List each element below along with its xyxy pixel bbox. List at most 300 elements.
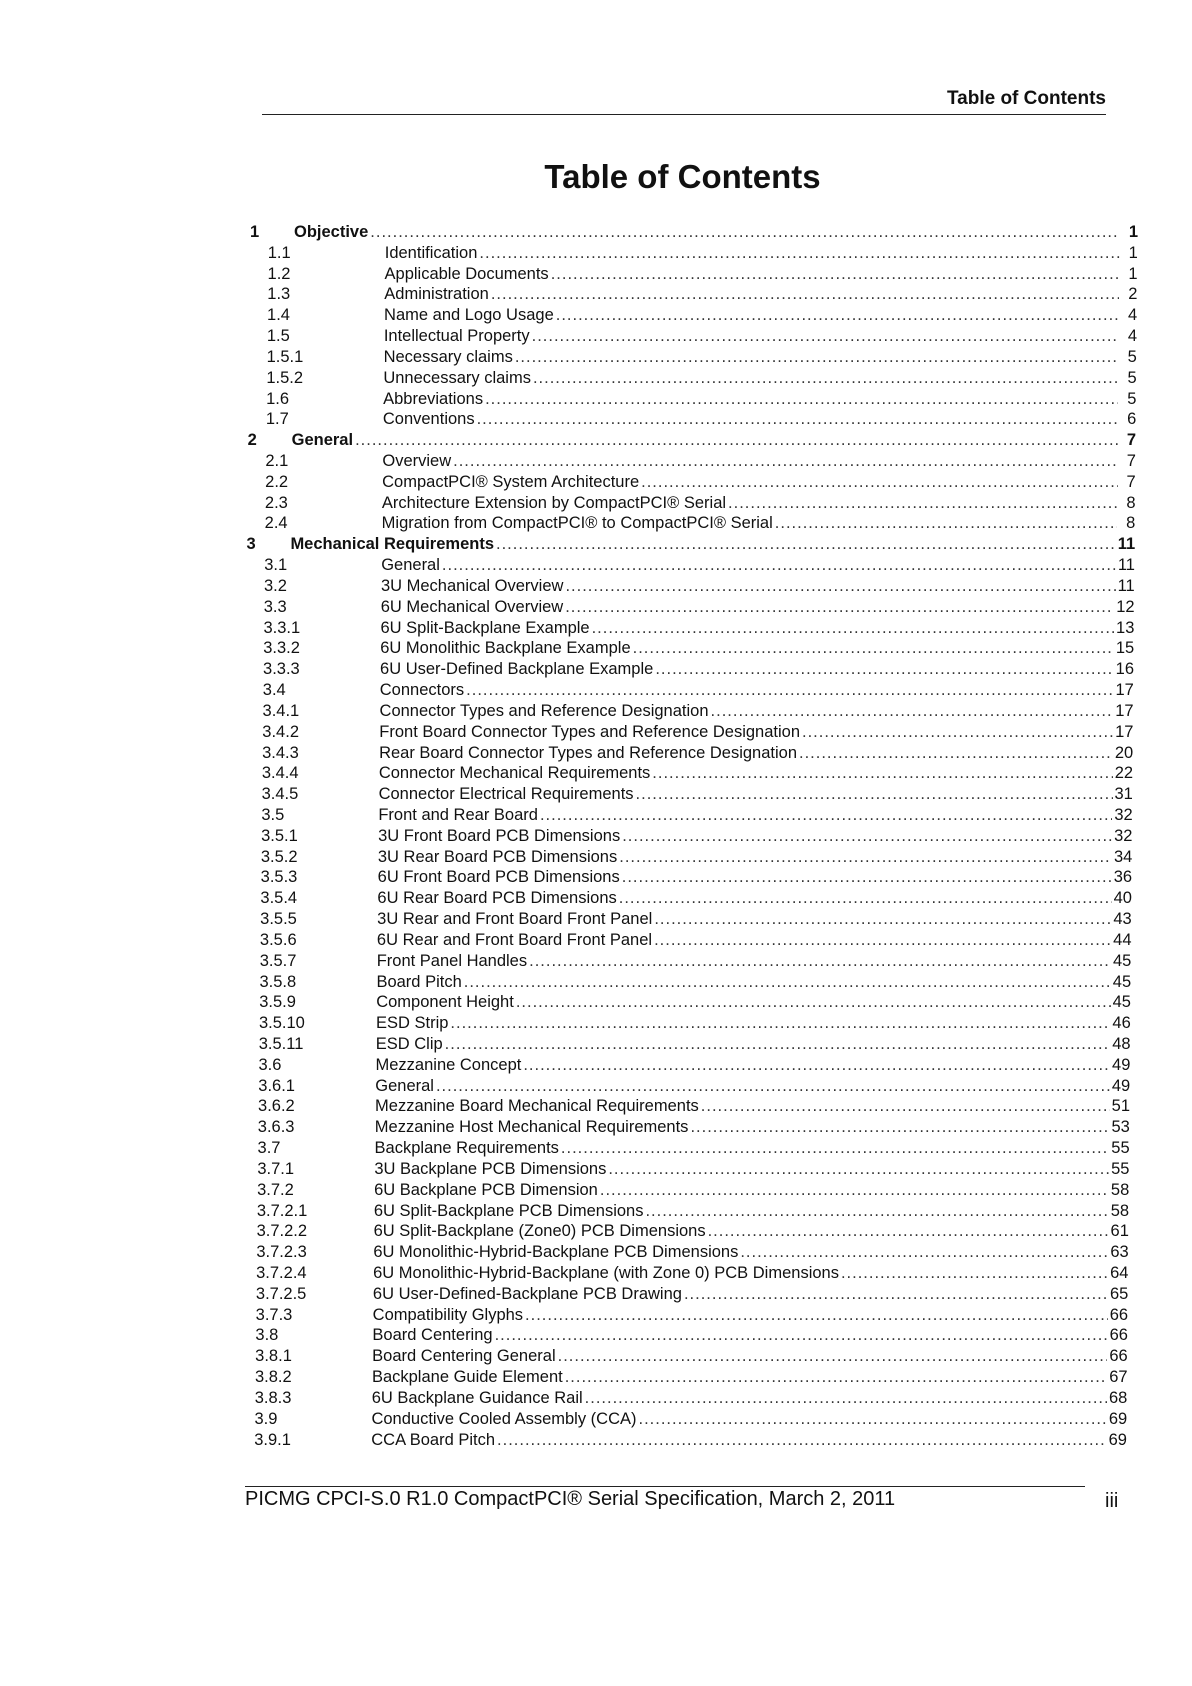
toc-entry[interactable] bbox=[250, 284, 1138, 305]
toc-entry-page: 65 bbox=[1109, 1284, 1129, 1303]
toc-entry[interactable] bbox=[250, 826, 1138, 847]
toc-dot-leader bbox=[619, 888, 1112, 909]
toc-dot-leader bbox=[497, 1430, 1107, 1451]
toc-entry-number: 3.7.2.1 bbox=[256, 1201, 308, 1220]
running-header: Table of Contents bbox=[946, 88, 1106, 109]
toc-entry-title: Architecture Extension by CompactPCI® Serial bbox=[381, 493, 727, 512]
toc-entry-page: 34 bbox=[1113, 847, 1133, 866]
toc-entry-page: 45 bbox=[1112, 993, 1131, 1012]
toc-entry[interactable] bbox=[250, 1180, 1138, 1201]
toc-entry-number: 1.3 bbox=[267, 285, 291, 304]
toc-entry[interactable] bbox=[250, 1096, 1138, 1117]
toc-entry-title: Backplane Requirements bbox=[374, 1139, 559, 1158]
toc-entry-page: 16 bbox=[1115, 660, 1134, 679]
toc-entry-page: 53 bbox=[1111, 1118, 1130, 1137]
toc-entry-page: 32 bbox=[1114, 826, 1133, 845]
toc-entry-title: Administration bbox=[384, 285, 489, 304]
toc-entry-title: General bbox=[375, 1076, 434, 1095]
toc-entry-title: Mezzanine Host Mechanical Requirements bbox=[374, 1118, 689, 1137]
toc-entry-title: Connector Mechanical Requirements bbox=[378, 764, 651, 783]
toc-entry[interactable] bbox=[250, 638, 1138, 659]
toc-entry-number: 3.8.2 bbox=[254, 1368, 292, 1387]
toc-entry-page: 11 bbox=[1117, 535, 1136, 554]
toc-entry-page: 36 bbox=[1113, 868, 1133, 887]
toc-entry[interactable] bbox=[250, 1305, 1138, 1326]
toc-entry-number: 2.4 bbox=[264, 514, 288, 533]
toc-entry-number: 3.7.2.4 bbox=[256, 1264, 307, 1282]
toc-entry[interactable] bbox=[250, 784, 1138, 805]
toc-entry-page: 5 bbox=[1127, 368, 1137, 387]
toc-entry-page: 46 bbox=[1112, 1014, 1131, 1033]
toc-dot-leader bbox=[466, 680, 1113, 701]
toc-entry[interactable] bbox=[250, 409, 1138, 430]
toc-dot-leader bbox=[622, 867, 1112, 888]
toc-entry[interactable] bbox=[250, 326, 1138, 347]
toc-entry-number: 3.6.3 bbox=[257, 1118, 295, 1137]
toc-entry-page: 66 bbox=[1109, 1326, 1128, 1345]
toc-entry-number: 3.5.4 bbox=[260, 889, 298, 908]
toc-entry[interactable] bbox=[250, 472, 1138, 493]
toc-entry-number: 3.8.3 bbox=[254, 1388, 292, 1407]
toc-entry[interactable] bbox=[250, 867, 1138, 888]
toc-entry-number: 3.5.11 bbox=[258, 1034, 304, 1053]
toc-entry[interactable] bbox=[250, 992, 1138, 1013]
toc-dot-leader bbox=[585, 1388, 1107, 1409]
toc-entry-number: 3.7.2.3 bbox=[256, 1243, 307, 1262]
toc-entry[interactable] bbox=[250, 1325, 1138, 1346]
footer-text: PICMG CPCI-S.0 R1.0 CompactPCI® Serial Specification, March 2, 2011 bbox=[245, 1488, 896, 1510]
toc-dot-leader bbox=[529, 951, 1111, 972]
toc-entry-title: General bbox=[291, 431, 354, 450]
toc-entry-number: 3.2 bbox=[263, 576, 287, 595]
toc-entry-title: Overview bbox=[382, 452, 452, 471]
toc-entry[interactable] bbox=[250, 722, 1138, 743]
toc-entry[interactable] bbox=[250, 305, 1138, 326]
toc-entry-title: Front Panel Handles bbox=[376, 951, 528, 970]
toc-dot-leader bbox=[450, 1013, 1110, 1034]
toc-entry-title: Compatibility Glyphs bbox=[372, 1305, 524, 1324]
toc-entry-page: 43 bbox=[1113, 910, 1132, 929]
toc-entry-page: 44 bbox=[1113, 930, 1132, 949]
toc-entry[interactable] bbox=[250, 1367, 1138, 1388]
toc-entry-page: 17 bbox=[1115, 701, 1134, 720]
toc-entry-number: 2.2 bbox=[265, 472, 289, 491]
toc-entry-page: 32 bbox=[1114, 805, 1133, 824]
toc-entry-number: 3.5.6 bbox=[259, 930, 297, 949]
toc-entry-page: 5 bbox=[1127, 389, 1137, 408]
toc-entry-number: 3.5.3 bbox=[260, 868, 298, 887]
toc-entry-title: Connector Types and Reference Designation bbox=[379, 701, 709, 720]
toc-dot-leader bbox=[558, 1346, 1108, 1367]
toc-dot-leader bbox=[565, 597, 1114, 618]
toc-entry-page: 68 bbox=[1109, 1388, 1128, 1407]
toc-entry-number: 3.9.1 bbox=[254, 1430, 291, 1449]
toc-entry-title: 3U Backplane PCB Dimensions bbox=[374, 1159, 607, 1178]
toc-entry-number: 3.5.1 bbox=[261, 826, 298, 845]
toc-entry-title: Connector Electrical Requirements bbox=[378, 785, 634, 804]
toc-entry-number: 3.5.7 bbox=[259, 951, 297, 970]
toc-entry-page: 6 bbox=[1127, 410, 1137, 429]
toc-entry-title: Name and Logo Usage bbox=[384, 306, 554, 325]
toc-entry-page: 49 bbox=[1111, 1076, 1131, 1095]
toc-dot-leader bbox=[841, 1263, 1108, 1284]
toc-entry-number: 3.4.3 bbox=[262, 743, 299, 762]
toc-entry-title: 6U Split-Backplane Example bbox=[380, 618, 590, 637]
toc-dot-leader bbox=[540, 805, 1112, 826]
toc-entry-title: Front Board Connector Types and Reference Designation bbox=[379, 722, 800, 741]
toc-entry-page: 20 bbox=[1114, 743, 1134, 762]
toc-entry-page: 4 bbox=[1127, 327, 1138, 346]
toc-entry-page: 58 bbox=[1110, 1180, 1130, 1199]
toc-entry-number: 1.5.1 bbox=[266, 347, 304, 366]
toc-entry-title: Intellectual Property bbox=[383, 327, 530, 346]
toc-entry[interactable] bbox=[250, 368, 1138, 389]
toc-entry-page: 67 bbox=[1109, 1368, 1128, 1387]
toc-entry-number: 3.5.2 bbox=[260, 847, 298, 866]
toc-entry-page: 49 bbox=[1112, 1055, 1131, 1074]
toc-entry-number: 3.5.5 bbox=[260, 910, 297, 929]
toc-entry-title: Front and Rear Board bbox=[378, 805, 538, 824]
toc-entry-title: Mezzanine Concept bbox=[375, 1055, 522, 1074]
toc-dot-leader bbox=[728, 493, 1117, 514]
toc-entry[interactable] bbox=[250, 1409, 1138, 1430]
toc-entry-number: 3.6 bbox=[258, 1055, 282, 1074]
toc-entry-number: 1.7 bbox=[265, 410, 289, 429]
toc-entry-page: 22 bbox=[1114, 764, 1134, 783]
toc-entry-page: 1 bbox=[1128, 243, 1138, 262]
toc-entry[interactable] bbox=[250, 513, 1138, 534]
toc-entry-title: ESD Clip bbox=[375, 1034, 443, 1053]
toc-entry-number: 3.1 bbox=[264, 556, 288, 575]
toc-dot-leader bbox=[690, 1117, 1109, 1138]
toc-entry-title: Applicable Documents bbox=[384, 264, 549, 283]
toc-entry-page: 17 bbox=[1115, 722, 1134, 741]
toc-dot-leader bbox=[799, 743, 1113, 764]
toc-entry-title: 6U User-Defined-Backplane PCB Drawing bbox=[372, 1284, 682, 1303]
toc-dot-leader bbox=[516, 992, 1111, 1013]
toc-entry-number: 3.6.1 bbox=[258, 1076, 295, 1095]
toc-entry[interactable] bbox=[250, 347, 1138, 368]
toc-entry-number: 1 bbox=[250, 223, 260, 241]
toc-entry-page: 63 bbox=[1110, 1243, 1129, 1262]
toc-dot-leader bbox=[532, 326, 1119, 347]
toc-entry-title: 6U Split-Backplane (Zone0) PCB Dimensions bbox=[373, 1222, 706, 1241]
toc-entry[interactable] bbox=[250, 1346, 1138, 1367]
toc-entry[interactable] bbox=[250, 701, 1138, 722]
toc-dot-leader bbox=[525, 1305, 1108, 1326]
toc-entry-page: 55 bbox=[1111, 1139, 1130, 1158]
toc-entry-number: 3.4.2 bbox=[262, 722, 299, 741]
toc-entry-title: 6U Split-Backplane PCB Dimensions bbox=[373, 1201, 644, 1220]
toc-entry-title: ESD Strip bbox=[375, 1014, 449, 1033]
toc-dot-leader bbox=[633, 638, 1114, 659]
toc-dot-leader bbox=[551, 264, 1120, 285]
toc-dot-leader bbox=[740, 1242, 1108, 1263]
toc-entry-page: 17 bbox=[1115, 681, 1134, 700]
toc-entry[interactable] bbox=[250, 243, 1138, 264]
toc-entry-title: Board Pitch bbox=[376, 972, 462, 991]
toc-entry[interactable] bbox=[250, 451, 1138, 472]
toc-entry-page: 48 bbox=[1112, 1034, 1131, 1053]
toc-entry-number: 1.4 bbox=[267, 306, 290, 325]
toc-entry-title: 3U Front Board PCB Dimensions bbox=[378, 826, 621, 845]
toc-entry[interactable] bbox=[250, 951, 1138, 972]
toc-dot-leader bbox=[711, 701, 1114, 722]
toc-entry-page: 40 bbox=[1113, 889, 1132, 908]
toc-entry-number: 3.3 bbox=[263, 597, 287, 616]
toc-entry-number: 3.7 bbox=[257, 1139, 281, 1158]
toc-entry[interactable] bbox=[250, 805, 1138, 826]
toc-entry-page: 12 bbox=[1116, 597, 1135, 616]
toc-entry-title: Unnecessary claims bbox=[383, 368, 531, 387]
toc-dot-leader bbox=[515, 347, 1119, 368]
toc-dot-leader bbox=[600, 1180, 1109, 1201]
toc-entry-page: 1 bbox=[1128, 223, 1138, 241]
toc-entry-number: 3.5.8 bbox=[259, 972, 297, 991]
toc-entry-number: 3.4.4 bbox=[261, 764, 299, 783]
toc-dot-leader bbox=[622, 826, 1112, 847]
toc-entry[interactable] bbox=[250, 1201, 1138, 1222]
toc-entry-title: Board Centering bbox=[372, 1326, 493, 1345]
toc-entry-title: Connectors bbox=[379, 681, 465, 700]
toc-dot-leader bbox=[453, 451, 1118, 472]
toc-entry-number: 3.4.1 bbox=[262, 701, 300, 720]
toc-entry[interactable] bbox=[250, 1284, 1138, 1305]
toc-entry-number: 3 bbox=[246, 535, 256, 554]
toc-entry-number: 2.1 bbox=[265, 452, 289, 471]
toc-entry-page: 31 bbox=[1114, 785, 1133, 804]
toc-entry-title: Identification bbox=[384, 243, 478, 262]
toc-entry-page: 15 bbox=[1115, 639, 1135, 658]
toc-entry-title: Board Centering General bbox=[372, 1347, 556, 1366]
toc-entry-page: 69 bbox=[1108, 1409, 1128, 1428]
toc-entry[interactable] bbox=[246, 534, 1138, 555]
toc-dot-leader bbox=[565, 1367, 1107, 1388]
toc-entry-number: 3.5 bbox=[261, 805, 285, 824]
toc-dot-leader bbox=[708, 1221, 1109, 1242]
toc-entry[interactable] bbox=[250, 1159, 1138, 1180]
toc-dot-leader bbox=[561, 1138, 1109, 1159]
toc-dot-leader bbox=[485, 389, 1118, 410]
toc-dot-leader bbox=[652, 763, 1112, 784]
toc-entry-page: 7 bbox=[1126, 452, 1136, 471]
toc-entry-page: 58 bbox=[1110, 1201, 1130, 1220]
toc-entry-title: Necessary claims bbox=[383, 347, 513, 366]
toc-dot-leader bbox=[655, 659, 1113, 680]
toc-entry-page: 5 bbox=[1127, 347, 1137, 366]
toc-entry-title: CompactPCI® System Architecture bbox=[382, 472, 640, 491]
toc-entry-page: 13 bbox=[1116, 618, 1135, 637]
toc-entry-number: 3.7.3 bbox=[255, 1305, 293, 1324]
toc-entry[interactable] bbox=[250, 576, 1138, 597]
toc-entry-page: 45 bbox=[1112, 972, 1132, 991]
toc-dot-leader bbox=[496, 534, 1116, 555]
toc-entry-number: 3.7.2 bbox=[257, 1180, 294, 1199]
toc-dot-leader bbox=[436, 1076, 1110, 1097]
toc-entry[interactable] bbox=[250, 1076, 1138, 1097]
toc-entry-title: 6U Backplane Guidance Rail bbox=[371, 1388, 583, 1407]
toc-entry-page: 7 bbox=[1126, 431, 1137, 450]
toc-entry-number: 1.5.2 bbox=[266, 368, 304, 387]
toc-entry[interactable] bbox=[250, 493, 1138, 514]
toc-entry-title: 3U Rear Board PCB Dimensions bbox=[377, 847, 618, 866]
toc-entry[interactable] bbox=[250, 743, 1138, 764]
toc-entry[interactable] bbox=[250, 1263, 1138, 1284]
toc-dot-leader bbox=[442, 555, 1116, 576]
page-title: Table of Contents bbox=[544, 158, 821, 195]
toc-entry-title: 6U User-Defined Backplane Example bbox=[380, 660, 654, 679]
toc-dot-leader bbox=[684, 1284, 1108, 1305]
toc-entry-number: 3.6.2 bbox=[258, 1097, 295, 1116]
toc-dot-leader bbox=[608, 1159, 1109, 1180]
toc-entry-page: 45 bbox=[1112, 951, 1132, 970]
toc-entry-title: 6U Front Board PCB Dimensions bbox=[377, 868, 620, 887]
toc-entry-number: 3.8.1 bbox=[255, 1347, 292, 1366]
toc-entry-title: 3U Mechanical Overview bbox=[380, 576, 564, 595]
toc-entry-title: Component Height bbox=[376, 993, 514, 1012]
toc-entry-title: 6U Backplane PCB Dimension bbox=[374, 1180, 598, 1199]
toc-dot-leader bbox=[636, 784, 1113, 805]
toc-entry-number: 2 bbox=[247, 431, 257, 450]
toc-entry-title: Abbreviations bbox=[383, 389, 484, 408]
toc-entry-title: 6U Monolithic-Hybrid-Backplane PCB Dimensions bbox=[373, 1243, 739, 1262]
toc-entry-page: 8 bbox=[1126, 514, 1136, 533]
toc-entry-page: 8 bbox=[1126, 493, 1136, 512]
toc-entry-number: 3.5.9 bbox=[259, 993, 296, 1012]
toc-entry-page: 11 bbox=[1117, 556, 1135, 575]
footer-page-number: iii bbox=[1105, 1490, 1119, 1512]
toc-entry-title: Mechanical Requirements bbox=[290, 535, 495, 554]
toc-entry-title: Conductive Cooled Assembly (CCA) bbox=[371, 1409, 637, 1428]
toc-entry-page: 66 bbox=[1109, 1347, 1128, 1366]
toc-entry-page: 61 bbox=[1110, 1222, 1129, 1241]
toc-dot-leader bbox=[641, 472, 1118, 493]
toc-entry[interactable] bbox=[250, 659, 1138, 680]
toc-entry[interactable] bbox=[250, 1221, 1138, 1242]
toc-entry[interactable] bbox=[250, 389, 1138, 410]
toc-entry-page: 7 bbox=[1126, 472, 1136, 491]
toc-entry[interactable] bbox=[250, 909, 1138, 930]
toc-entry[interactable] bbox=[250, 222, 1138, 243]
toc-dot-leader bbox=[802, 722, 1113, 743]
toc-entry-number: 3.7.2.2 bbox=[256, 1222, 308, 1241]
toc-entry-title: 6U Mechanical Overview bbox=[380, 597, 564, 616]
toc-entry[interactable] bbox=[250, 1013, 1138, 1034]
toc-entry-title: CCA Board Pitch bbox=[371, 1430, 496, 1449]
toc-dot-leader bbox=[619, 847, 1112, 868]
toc-dot-leader bbox=[491, 284, 1120, 305]
toc-entry[interactable] bbox=[250, 1034, 1138, 1055]
toc-entry-title: Objective bbox=[294, 223, 369, 241]
toc-entry-number: 1.5 bbox=[266, 327, 290, 346]
toc-entry-page: 69 bbox=[1108, 1430, 1127, 1449]
toc-dot-leader bbox=[556, 305, 1119, 326]
toc-entry-page: 66 bbox=[1109, 1305, 1129, 1324]
toc-entry-title: Backplane Guide Element bbox=[371, 1368, 563, 1387]
toc-dot-leader bbox=[523, 1055, 1110, 1076]
toc-entry-title: 6U Monolithic Backplane Example bbox=[380, 639, 631, 658]
toc-entry-title: Migration from CompactPCI® to CompactPCI® Serial bbox=[381, 514, 773, 533]
toc-entry-title: 6U Rear Board PCB Dimensions bbox=[377, 889, 617, 908]
toc-entry-number: 2.3 bbox=[264, 493, 288, 512]
toc-entry-title: Mezzanine Board Mechanical Requirements bbox=[375, 1097, 699, 1116]
toc-entry-number: 3.4 bbox=[262, 681, 286, 700]
toc-entry-number: 3.3.2 bbox=[263, 639, 300, 658]
toc-entry-number: 3.8 bbox=[255, 1326, 279, 1345]
toc-entry-page: 4 bbox=[1128, 306, 1138, 325]
toc-entry[interactable] bbox=[250, 555, 1138, 576]
toc-entry-title: Rear Board Connector Types and Reference Designation bbox=[379, 743, 798, 762]
toc-dot-leader bbox=[479, 243, 1119, 264]
toc-entry-number: 3.3.1 bbox=[263, 618, 301, 637]
toc-dot-leader bbox=[495, 1325, 1108, 1346]
toc-entry[interactable] bbox=[250, 680, 1138, 701]
toc-entry-number: 3.9 bbox=[254, 1409, 278, 1428]
toc-entry-title: Conventions bbox=[382, 410, 475, 429]
toc-entry[interactable] bbox=[250, 597, 1138, 618]
toc-entry-number: 3.7.1 bbox=[257, 1159, 295, 1178]
toc-entry[interactable] bbox=[250, 1388, 1138, 1409]
toc-dot-leader bbox=[654, 909, 1111, 930]
toc-entry-number: 1.6 bbox=[266, 389, 290, 408]
toc-entry[interactable] bbox=[250, 930, 1138, 951]
toc-entry-number: 3.5.10 bbox=[258, 1014, 305, 1033]
footer-rule bbox=[245, 1486, 1085, 1487]
toc-entry-number: 3.7.2.5 bbox=[255, 1284, 307, 1303]
toc-dot-leader bbox=[477, 409, 1119, 430]
toc-entry-number: 1.2 bbox=[267, 264, 291, 283]
toc-entry-page: 55 bbox=[1111, 1159, 1130, 1178]
toc-entry-title: 6U Monolithic-Hybrid-Backplane (with Zone 0) PCB Dimensions bbox=[373, 1264, 839, 1282]
toc-dot-leader bbox=[464, 972, 1111, 993]
toc-dot-leader bbox=[654, 930, 1111, 951]
toc-entry[interactable] bbox=[250, 1117, 1138, 1138]
toc-entry-title: 3U Rear and Front Board Front Panel bbox=[377, 910, 653, 929]
toc-entry-number: 3.4.5 bbox=[261, 785, 299, 804]
toc-entry[interactable] bbox=[250, 1138, 1138, 1159]
toc-dot-leader bbox=[533, 368, 1119, 389]
toc-entry[interactable] bbox=[250, 847, 1138, 868]
header-rule bbox=[262, 114, 1106, 115]
toc-dot-leader bbox=[645, 1201, 1108, 1222]
toc-dot-leader bbox=[775, 513, 1118, 534]
toc-dot-leader bbox=[370, 222, 1120, 243]
toc-dot-leader bbox=[592, 618, 1114, 639]
toc-entry[interactable] bbox=[250, 618, 1138, 639]
toc-entry[interactable] bbox=[250, 763, 1138, 784]
toc-dot-leader bbox=[355, 430, 1118, 451]
toc-entry[interactable] bbox=[250, 264, 1138, 285]
toc-entry-page: 2 bbox=[1128, 285, 1138, 304]
toc-dot-leader bbox=[639, 1409, 1107, 1430]
toc-entry[interactable] bbox=[250, 1055, 1138, 1076]
toc-entry-number: 3.3.3 bbox=[263, 660, 300, 679]
toc-entry-number: 1.1 bbox=[267, 243, 291, 262]
toc-entry[interactable] bbox=[250, 1430, 1138, 1451]
toc-entry-page: 64 bbox=[1110, 1264, 1129, 1282]
toc-entry[interactable] bbox=[250, 1242, 1138, 1263]
toc-entry[interactable] bbox=[247, 430, 1138, 451]
toc-entry-page: 11 bbox=[1117, 576, 1135, 595]
toc-dot-leader bbox=[445, 1034, 1111, 1055]
toc-dot-leader bbox=[701, 1096, 1110, 1117]
toc-entry-page: 1 bbox=[1128, 264, 1138, 283]
toc-entry-title: 6U Rear and Front Board Front Panel bbox=[376, 930, 653, 949]
toc-dot-leader bbox=[565, 576, 1115, 597]
toc-entry-title: General bbox=[381, 556, 440, 575]
toc-entry[interactable] bbox=[250, 888, 1138, 909]
toc-entry[interactable] bbox=[250, 972, 1138, 993]
